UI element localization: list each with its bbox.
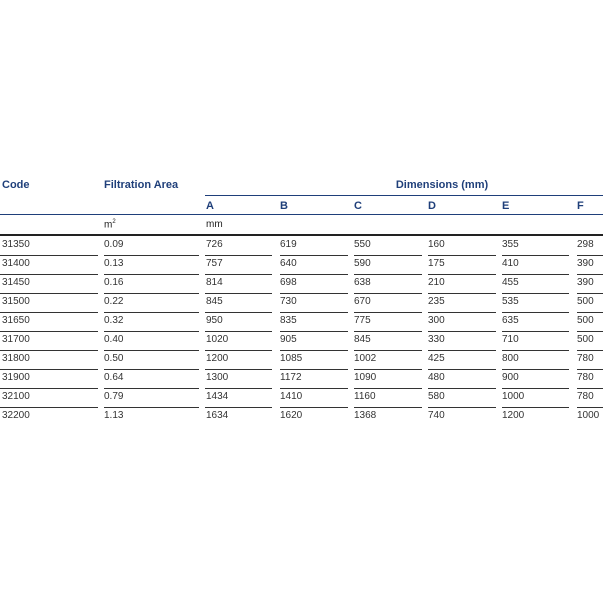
cell-dim-b: 730: [280, 296, 297, 307]
cell-dim-d: 175: [428, 258, 445, 269]
cell-dim-d: 160: [428, 239, 445, 250]
header-code: Code: [2, 179, 30, 191]
unit-area-base: m: [104, 219, 113, 231]
header-dim-d: D: [428, 200, 436, 212]
cell-dim-e: 900: [502, 372, 519, 383]
cell-area: 0.50: [104, 353, 124, 364]
cell-code: 31700: [2, 334, 30, 345]
cell-dim-b: 619: [280, 239, 297, 250]
cell-dim-d: 425: [428, 353, 445, 364]
cell-area: 0.13: [104, 258, 124, 269]
cell-dim-a: 1634: [206, 410, 229, 421]
cell-dim-f: 780: [577, 391, 594, 402]
table-row: [0, 331, 603, 350]
cell-dim-c: 550: [354, 239, 371, 250]
table-row: [0, 407, 603, 426]
cell-dim-c: 775: [354, 315, 371, 326]
cell-code: 31500: [2, 296, 30, 307]
table-row: [0, 312, 603, 331]
cell-dim-f: 780: [577, 353, 594, 364]
cell-dim-c: 1090: [354, 372, 377, 383]
cell-dim-d: 235: [428, 296, 445, 307]
table-row: [0, 388, 603, 407]
cell-dim-b: 905: [280, 334, 297, 345]
header-dim-c: C: [354, 200, 362, 212]
cell-dim-e: 635: [502, 315, 519, 326]
cell-dim-f: 390: [577, 277, 594, 288]
cell-dim-a: 1434: [206, 391, 229, 402]
cell-dim-a: 1200: [206, 353, 229, 364]
cell-dim-c: 590: [354, 258, 371, 269]
cell-area: 0.22: [104, 296, 124, 307]
cell-area: 0.16: [104, 277, 124, 288]
cell-dim-e: 410: [502, 258, 519, 269]
cell-code: 31800: [2, 353, 30, 364]
cell-dim-b: 640: [280, 258, 297, 269]
table-row: [0, 255, 603, 274]
cell-dim-e: 535: [502, 296, 519, 307]
cell-dim-c: 638: [354, 277, 371, 288]
cell-dim-c: 1160: [354, 391, 376, 402]
cell-dim-c: 670: [354, 296, 371, 307]
cell-dim-e: 455: [502, 277, 519, 288]
dimensions-rule: [205, 195, 603, 196]
cell-code: 32200: [2, 410, 30, 421]
cell-dim-a: 845: [206, 296, 223, 307]
cell-dim-e: 800: [502, 353, 519, 364]
cell-dim-d: 330: [428, 334, 445, 345]
cell-dim-f: 780: [577, 372, 594, 383]
cell-dim-b: 835: [280, 315, 297, 326]
cell-area: 0.40: [104, 334, 124, 345]
header-dim-b: B: [280, 200, 288, 212]
cell-dim-c: 1002: [354, 353, 377, 364]
cell-code: 31450: [2, 277, 30, 288]
cell-dim-f: 298: [577, 239, 594, 250]
unit-area-sup: 2: [112, 219, 116, 225]
cell-area: 0.64: [104, 372, 124, 383]
table-row: [0, 274, 603, 293]
cell-dim-b: 1085: [280, 353, 303, 364]
cell-dim-e: 1200: [502, 410, 525, 421]
header-dimensions-label: Dimensions (mm): [395, 179, 489, 191]
cell-dim-a: 950: [206, 315, 223, 326]
table-row: [0, 369, 603, 388]
cell-dim-f: 500: [577, 334, 594, 345]
cell-dim-f: 500: [577, 296, 594, 307]
cell-dim-b: 698: [280, 277, 297, 288]
cell-dim-f: 390: [577, 258, 594, 269]
cell-dim-e: 710: [502, 334, 519, 345]
cell-code: 32100: [2, 391, 30, 402]
header-dim-e: E: [502, 200, 510, 212]
table-row: [0, 236, 603, 255]
cell-dim-e: 1000: [502, 391, 525, 402]
cell-dim-e: 355: [502, 239, 519, 250]
cell-area: 0.09: [104, 239, 124, 250]
cell-code: 31650: [2, 315, 30, 326]
cell-dim-b: 1620: [280, 410, 303, 421]
header-rule: [0, 214, 603, 215]
cell-dim-a: 814: [206, 277, 223, 288]
header-dim-a: A: [206, 200, 214, 212]
cell-code: 31350: [2, 239, 30, 250]
cell-dim-d: 480: [428, 372, 445, 383]
table-row: [0, 293, 603, 312]
cell-dim-a: 1020: [206, 334, 229, 345]
cell-dim-c: 1368: [354, 410, 377, 421]
cell-area: 0.32: [104, 315, 124, 326]
header-filtration-area: Filtration Area: [104, 179, 179, 191]
table-row: [0, 350, 603, 369]
cell-dim-d: 300: [428, 315, 445, 326]
cell-dim-a: 1300: [206, 372, 229, 383]
cell-dim-d: 210: [428, 277, 445, 288]
cell-code: 31400: [2, 258, 30, 269]
cell-dim-f: 1000: [577, 410, 600, 421]
cell-dim-a: 726: [206, 239, 223, 250]
cell-area: 1.13: [104, 410, 124, 421]
cell-dim-c: 845: [354, 334, 371, 345]
cell-dim-f: 500: [577, 315, 594, 326]
cell-code: 31900: [2, 372, 30, 383]
cell-dim-d: 580: [428, 391, 445, 402]
cell-dim-a: 757: [206, 258, 223, 269]
unit-area: [104, 219, 116, 230]
cell-area: 0.79: [104, 391, 124, 402]
header-dimensions: [205, 179, 603, 191]
header-dim-f: F: [577, 200, 584, 212]
unit-dims: mm: [206, 219, 223, 230]
cell-dim-d: 740: [428, 410, 445, 421]
cell-dim-b: 1172: [280, 372, 302, 383]
cell-dim-b: 1410: [280, 391, 303, 402]
